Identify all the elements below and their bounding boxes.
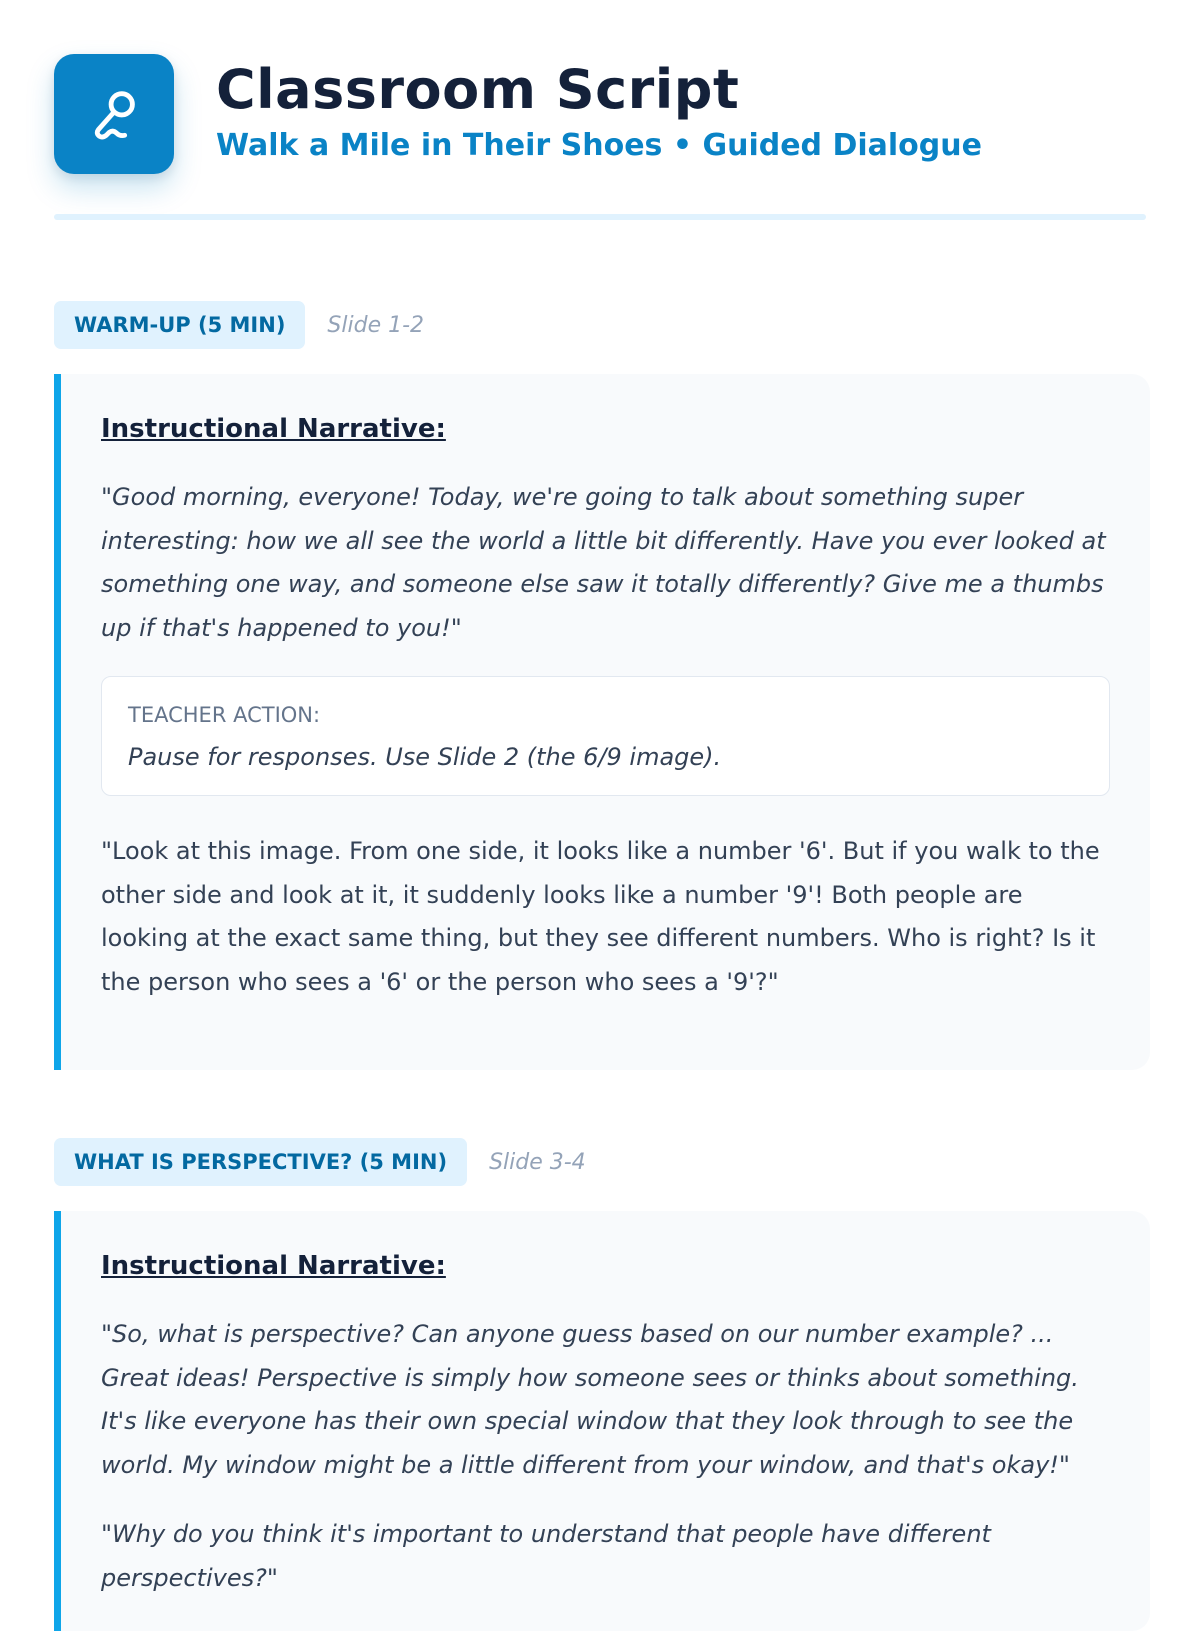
teacher-action-box — [101, 676, 1110, 796]
narrative-heading: Instructional Narrative: — [101, 1251, 446, 1281]
section-badge: WARM-UP (5 MIN) — [54, 301, 305, 349]
page-subtitle: Walk a Mile in Their Shoes • Guided Dialogue — [216, 128, 982, 163]
script-card-perspective — [54, 1211, 1150, 1631]
header-divider — [54, 214, 1146, 220]
narrative-heading: Instructional Narrative: — [101, 414, 446, 444]
page-header — [54, 54, 1146, 174]
narrative-quote: "Good morning, everyone! Today, we're going to talk about something super interesting: how we all see the world a little bit differently. Have you ever looked at something one way, and someone else saw it totally differently? Give me a thumbs up if that's happened to you!" — [101, 483, 1106, 642]
narrative-followup: "Look at this image. From one side, it looks like a number '6'. But if you walk to the other side and look at it, it suddenly looks like a number '9'! Both people are looking at the exact same thing, but they see different numbers. Who is right? Is it the person who sees a '6' or the person who sees a '9'?" — [101, 837, 1100, 996]
script-card-warm-up — [54, 374, 1150, 1070]
page-title: Classroom Script — [216, 58, 740, 121]
teacher-action-label: TEACHER ACTION: — [128, 703, 321, 727]
section-slide-range: Slide 1-2 — [327, 312, 425, 338]
section-slide-range: Slide 3-4 — [489, 1149, 586, 1175]
narrative-quote: "So, what is perspective? Can anyone guess based on our number example? ... Great ideas! Perspective is simply how someone sees or thinks about something. It's like everyone has their own special window that they look through to see the world. My window might be a little different from your window, and that's okay!" — [101, 1320, 1079, 1479]
teacher-action-text: Pause for responses. Use Slide 2 (the 6/9 image). — [128, 743, 722, 771]
narrative-question: "Why do you think it's important to understand that people have different perspectives?" — [101, 1520, 991, 1592]
section-header-warm-up — [54, 301, 424, 349]
section-badge: WHAT IS PERSPECTIVE? (5 MIN) — [54, 1138, 467, 1186]
microphone-icon — [54, 54, 174, 174]
section-header-perspective — [54, 1138, 586, 1186]
